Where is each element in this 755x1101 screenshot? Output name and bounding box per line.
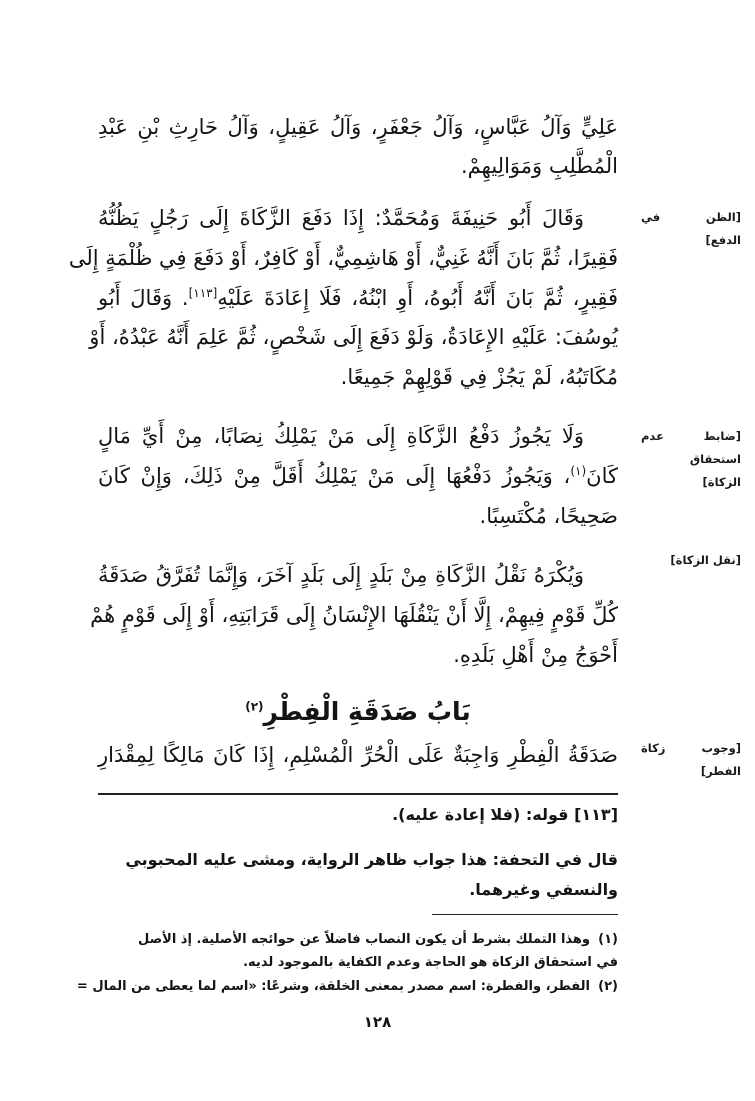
commentary-heading	[98, 800, 618, 830]
footnote-text: الفطر، والفطرة: اسم مصدر بمعنى الخلقة، وشرعًا: «اسم لما يعطى من المال =	[76, 979, 590, 994]
text-line: وَلَا يَجُوزُ دَفْعُ الزَّكَاةِ إِلَى مَنْ يَمْلِكُ نِصَابًا، مِنْ أَيِّ مَالٍ	[98, 424, 584, 448]
commentary-lemma: قوله: (فلا إعادة عليه).	[392, 805, 569, 824]
footnote-text: وهذا التملك بشرط أن يكون النصاب فاضلاً عن حوائجه الأصلية. إذ الأصل	[137, 932, 590, 947]
footnote-number: (١)	[598, 932, 618, 947]
text-line: يُوسُفَ: عَلَيْهِ الإِعَادَةُ، وَلَوْ دَفَعَ إِلَى شَخْصٍ، ثُمَّ عَلِمَ أَنَّهُ عَبْدُهُ، أَوْ	[89, 325, 618, 349]
text-line: صَدَقَةُ الْفِطْرِ وَاجِبَةٌ عَلَى الْحُرِّ الْمُسْلِمِ، إِذَا كَانَ مَالِكًا لِمِقْدَارِ	[98, 743, 618, 767]
commentary-ref: [١١٣]	[574, 805, 618, 824]
margin-note-line: استحقاق	[689, 452, 741, 466]
margin-note-line: الزكاة]	[702, 475, 741, 489]
chapter-title-text: بَابُ صَدَقَةِ الْفِطْرِ	[263, 697, 471, 726]
text-line: أَحْوَجُ مِنْ أَهْلِ بَلَدِهِ.	[453, 643, 618, 667]
text-run: ، وَيَجُوزُ دَفْعُهَا إِلَى مَنْ يَمْلِكُ أَقَلَّ مِنْ ذَلِكَ، وَإِنْ كَانَ	[98, 464, 571, 488]
text-line: عَلِيٍّ وَآلُ عَبَّاسٍ، وَآلُ جَعْفَرٍ، وَآلُ عَقِيلٍ، وَآلُ حَارِثِ بْنِ عَبْدِ	[98, 115, 618, 139]
footnote	[98, 928, 618, 952]
footnote-ref-mark: (١)	[570, 464, 587, 478]
text-line: وَيُكْرَهُ نَقْلُ الزَّكَاةِ مِنْ بَلَدٍ إِلَى بَلَدٍ آخَرَ، وَإِنَّمَا تُفَرَّقُ صَدَقَةُ	[98, 563, 584, 587]
text-line: كُلِّ قَوْمٍ فِيهِمْ، إِلَّا أَنْ يَنْقُلَهَا الإِنْسَانُ إِلَى قَرَابَتِهِ، أَوْ إِلَى قَوْمٍ هُمْ	[90, 603, 618, 627]
footnote-number: (٢)	[598, 979, 618, 994]
footnote-divider	[432, 914, 618, 915]
margin-note-line: الفطر]	[700, 764, 741, 778]
text-line	[98, 283, 618, 313]
commentary-ref-mark: [١١٣]	[188, 286, 218, 300]
text-line: وَقَالَ أَبُو حَنِيفَةَ وَمُحَمَّدٌ: إِذَا دَفَعَ الزَّكَاةَ إِلَى رَجُلٍ يَظُنُّهُ	[98, 206, 584, 230]
text-line: صَحِيحًا، مُكْتَسِبًا.	[479, 504, 618, 528]
margin-note-naql	[641, 549, 741, 572]
text-run: . وَقَالَ أَبُو	[98, 286, 189, 310]
footnote-ref-mark: (٢)	[245, 699, 264, 714]
margin-note-line: [وجوب زكاة	[641, 741, 741, 755]
text-line: مُكَاتَبُهُ، لَمْ يَجُزْ فِي قَوْلِهِمْ جَمِيعًا.	[340, 365, 618, 389]
text-line: الْمُطَّلِبِ وَمَوَالِيهِمْ.	[461, 154, 618, 178]
page-number: ١٢٨	[363, 1013, 392, 1031]
margin-note-dabit	[641, 425, 741, 494]
margin-note-line: الدفع]	[705, 233, 741, 247]
chapter-title	[98, 692, 618, 732]
text-run: كَانَ	[586, 464, 618, 488]
margin-note-line: [نقل الزكاة]	[670, 553, 741, 567]
footnote-continuation: في استحقاق الزكاة هو الحاجة وعدم الكفاية بالموجود لديه.	[243, 955, 618, 970]
text-line: فَقِيرًا، ثُمَّ بَانَ أَنَّهُ غَنِيٌّ، أَوْ هَاشِمِيٌّ، أَوْ كَافِرٌ، أَوْ دَفَعَ فِي ظُلْمَةٍ إِلَى	[68, 246, 618, 270]
commentary-line: قال في التحفة: هذا جواب ظاهر الرواية، ومشى عليه المحبوبي	[125, 850, 618, 869]
margin-note-line: [ضابط عدم	[641, 429, 741, 443]
commentary-line: والنسفي وغيرهما.	[469, 880, 618, 899]
main-text-divider	[98, 793, 618, 795]
text-line	[98, 461, 618, 491]
footnote	[76, 975, 618, 999]
margin-note-fitr	[641, 737, 741, 783]
text-run: فَقِيرٍ، ثُمَّ بَانَ أَنَّهُ أَبُوهُ، أَوِ ابْنُهُ، فَلَا إِعَادَةَ عَلَيْهِ	[217, 286, 619, 310]
margin-note-zann	[641, 206, 741, 252]
margin-note-line: [الظن في	[641, 210, 741, 224]
